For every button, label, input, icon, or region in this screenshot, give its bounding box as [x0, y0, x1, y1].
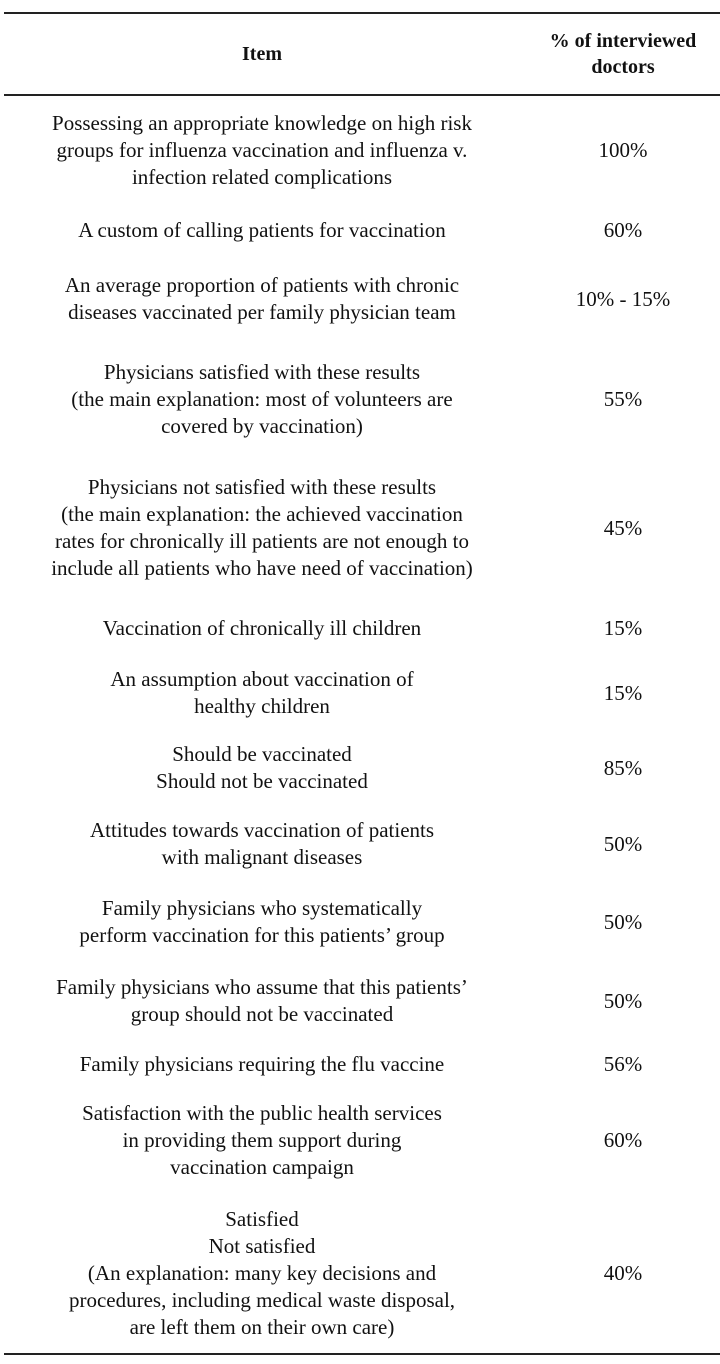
row-6-item: Vaccination of chronically ill children	[102, 615, 422, 640]
row-10-percent: 50%	[603, 909, 643, 934]
row-1-item: Possessing an appropriate knowledge on high risk groups for influenza vaccination and influenza v. infection related complications	[52, 110, 472, 189]
header-percent: % of interviewed doctors	[549, 30, 697, 78]
bottom-rule	[4, 1353, 720, 1355]
row-3-item: An average proportion of patients with chronic diseases vaccinated per family physician team	[64, 273, 460, 324]
row-6-percent: 15%	[603, 615, 643, 640]
row-1-percent: 100%	[598, 137, 648, 162]
row-12-percent: 56%	[603, 1051, 643, 1076]
header-rule	[4, 94, 720, 96]
row-3-percent: 10% - 15%	[575, 286, 671, 311]
row-13-percent: 60%	[603, 1127, 643, 1152]
row-7-item: An assumption about vaccination of healthy children	[110, 667, 414, 718]
row-2-item: A custom of calling patients for vaccination	[78, 217, 446, 242]
row-13-item: Satisfaction with the public health services in providing them support during vaccination campaign	[82, 1100, 442, 1179]
row-7-percent: 15%	[603, 680, 643, 705]
header-item: Item	[242, 43, 282, 65]
row-2-percent: 60%	[603, 217, 643, 242]
row-4-item: Physicians satisfied with these results (the main explanation: most of volunteers are covered by vaccination)	[71, 359, 453, 438]
row-5-percent: 45%	[603, 515, 643, 540]
row-8-item: Should be vaccinated Should not be vaccinated	[156, 742, 368, 793]
row-14-percent: 40%	[603, 1260, 643, 1285]
row-8-percent: 85%	[603, 755, 643, 780]
row-11-percent: 50%	[603, 988, 643, 1013]
row-9-percent: 50%	[603, 831, 643, 856]
row-9-item: Attitudes towards vaccination of patients with malignant diseases	[89, 818, 435, 869]
row-11-item: Family physicians who assume that this patients’ group should not be vaccinated	[56, 975, 468, 1026]
row-5-item: Physicians not satisfied with these results (the main explanation: the achieved vaccination rates for chronically ill patients are not enough to include all patients who have need of vaccination)	[51, 475, 473, 580]
row-10-item: Family physicians who systematically perform vaccination for this patients’ group	[79, 896, 445, 947]
row-14-item: Satisfied Not satisfied (An explanation: many key decisions and procedures, including medical waste disposal, are left them on their own care)	[68, 1206, 456, 1339]
row-12-item: Family physicians requiring the flu vaccine	[79, 1051, 445, 1076]
row-4-percent: 55%	[603, 386, 643, 411]
